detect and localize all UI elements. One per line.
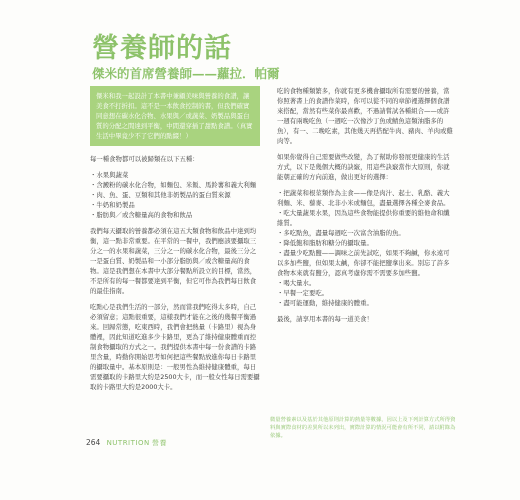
paragraph: 如果你覺得自己需要做些改變，為了幫助你發展更健康的生活方式，以下是幾個大概的訣竅，用這些訣竅當作大原則，你就能朝正確的方向前進，做出更好的選擇： [277,153,450,181]
paragraph: 我們每天攝取的營養都必須在這五大類食物和飲品中達到均衡，這一點非常重要。在平常的一餐中，我們應該要攝取三分之一的水果和蔬菜，三分之一的碳水化合物，最後三分之一是蛋白質、奶製品和一小部分脂肪與／或含糖量高的食物。這是我們想在本書中大部分餐點所設立的目標，當然，不是所有的每一餐都要達到平衡，但它可作為我們每日飲食的最佳指南。 [90,227,257,295]
page-title: 營養師的話 [92,33,232,64]
paragraph: 吃的食物種類繁多，你就有更多機會攝取所有需要的營養，當你照著書上的食譜作菜時，你可以從不同的章節裡選擇個食譜來搭配，當然有些菜你最喜歡，不過請嘗試各種組合——或許一週有兩晚吃魚（一週吃一次像沙丁魚或鯖魚這類油脂多的魚），有一、二晚吃素，其他幾天再搭配牛肉、豬肉、羊肉或雞肉等。 [277,87,453,145]
list-intro: 每一種食物都可以被歸類在以下五種： [90,155,199,163]
list-item: ・含澱粉的碳水化合物，如麵包、米飯、馬鈴薯和義大利麵 [90,181,257,189]
intro-text: 傑米和我一起設計了本書中兼顧美味與營養的食譜，讓美食不打折扣。這不是一本飲食控制的書，但我們確實同意想在碳水化合物、水果與／或蔬菜、奶製品與蛋白質的分配之間達到平衡，中間還穿插了甜點食譜。（真實生活中畢竟少不了它們的點綴！） [96,92,253,140]
closing-line: 最後，請享用本書的每一道美食！ [277,315,373,323]
section-label: NUTRITION [106,439,150,447]
left-column [90,86,260,398]
list-item: ・喝大量水。 [277,279,316,287]
right-column [277,86,453,330]
list-item: ・多吃點魚，盡量每週吃一次富含油脂的魚。 [277,229,405,237]
page-number: 264 [86,438,101,447]
paragraph: 吃點心是我們生活的一部分，然而當我們吃得太多時，自己必須留意；這點很重要，這樣我們才能在之後的幾餐平衡過來。回歸常態，吃東西時，我們會把熱量（卡路里）視為身體裡，因此知道吃進多少卡路里，更為了維持健康體重而控制食物攝取的方式之一。我們提供本書中每一份食譜的卡路里含量，時勤你開始思考如何把這些餐點放進你每日卡路里的攝取量中。基本原則是：一般男性為維持健康體重，每日需要攝取的卡路里大約是2500大卡，而一般女性每日需要攝取的卡路里大約是2000大卡。 [90,303,260,391]
list-item: ・肉、魚、蛋、豆類和其他非奶製品的蛋白質來源 [90,191,231,199]
list-item: ・降低飽和脂肪和糖分的攝取量。 [277,239,373,247]
list-item: ・吃大量蔬果水果，因為這些食物能提供你重要的維他命和纖維質。 [277,209,450,227]
list-item: ・早餐一定要吃。 [277,289,329,297]
footnote-text: 微量營養素以及基於其他原則計算的熱量等數據，因以上及下列計算方式所得資料與實際食材的差異所以未列出，實際計算的情況可能會有所不同，請以附錄為依據。 [270,417,456,440]
page-subtitle: 傑米的首席營養師——蘿拉．帕爾 [92,66,280,81]
food-group-list [90,170,260,220]
list-item: ・把蔬菜和根莖類作為主食——像是肉汁、起士、乳酪、義大利麵、米、藜麥、北非小米或麵包，盡量選擇各種全麥食品。 [277,189,450,207]
section-label-zh: 營養 [151,439,167,447]
page-footer [86,438,167,448]
list-item: ・盡可能運動，維持健康的體重。 [277,299,373,307]
list-item: ・水果與蔬菜 [90,171,129,179]
list-item: ・牛奶和奶製品 [90,201,135,209]
list-item: ・盡量少吃點鹽——調味之前先試吃，如果不夠鹹，你永遠可以多加些鹽，但如果太鹹，你卻不能把鹽拿出來。別忘了許多食物本來就有鹽分，認真考慮你需不需要多加些鹽。 [277,249,450,277]
tips-list [277,188,453,308]
intro-box [90,86,260,146]
list-item: ・脂肪與／或含糖量高的食物和飲品 [90,211,193,219]
footnote [270,416,458,441]
